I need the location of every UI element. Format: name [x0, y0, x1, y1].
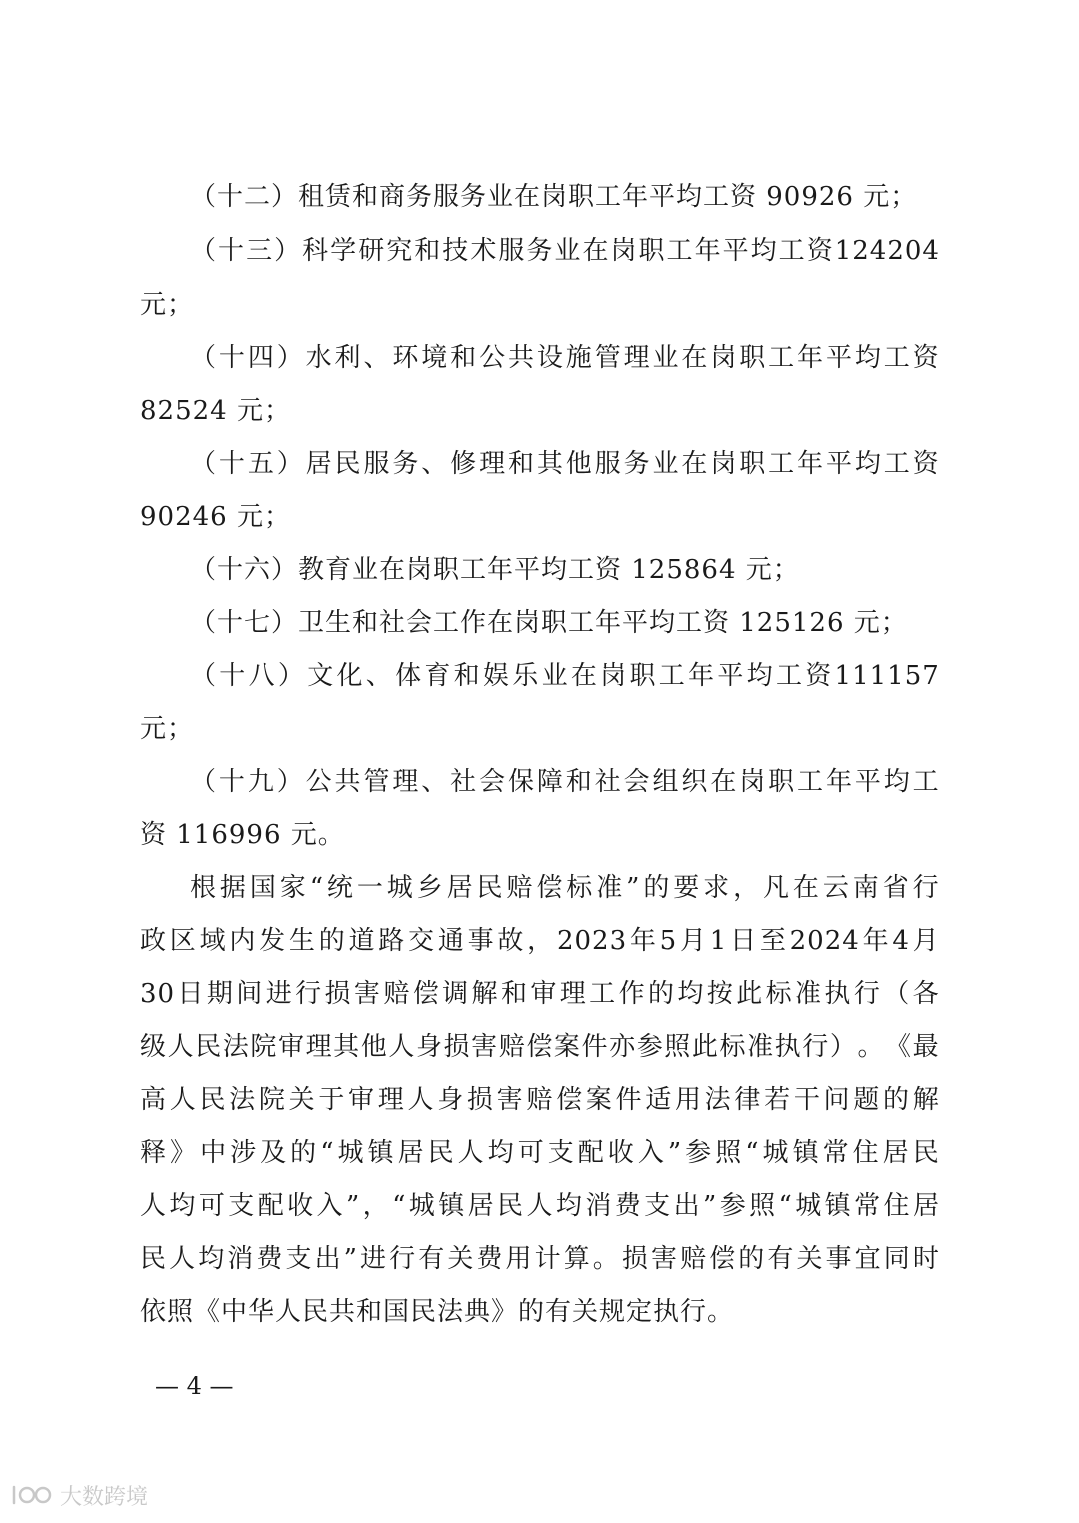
paragraph-line: 政 区 域 内 发 生 的 道 路 交 通 事 故 ， 2023 年 5 月 1 日 至 2024 年 4 月: [140, 926, 940, 956]
paragraph-line: 级 人 民 法 院 审 理 其 他 人 身 损 害 赔 偿 案 件 亦 参 照 此 标 准 执 行 ） 。 《 最: [140, 1032, 940, 1062]
paragraph-line: 释 》 中 涉 及 的 “ 城 镇 居 民 人 均 可 支 配 收 入 ” 参 照 “ 城 镇 常 住 居 民: [140, 1138, 940, 1168]
paragraph-line: （ 十 三 ） 科 学 研 究 和 技 术 服 务 业 在 岗 职 工 年 平 均 工 资 124204: [190, 236, 940, 266]
paragraph-line: 元；: [140, 290, 195, 320]
paragraph-line: 民 人 均 消 费 支 出 ” 进 行 有 关 费 用 计 算 。 损 害 赔 偿 的 有 关 事 宜 同 时: [140, 1244, 940, 1274]
watermark-text: 大数跨境: [60, 1484, 149, 1510]
paragraph-line: 30 日 期 间 进 行 损 害 赔 偿 调 解 和 审 理 工 作 的 均 按 此 标 准 执 行 （ 各: [140, 979, 940, 1009]
paragraph-line: 82524 元；: [140, 396, 291, 426]
paragraph-line: 人 均 可 支 配 收 入 ” ， “ 城 镇 居 民 人 均 消 费 支 出 ” 参 照 “ 城 镇 常 住 居: [140, 1191, 940, 1221]
watermark-logo-icon: [10, 1483, 54, 1507]
paragraph-line: 根 据 国 家 “ 统 一 城 乡 居 民 赔 偿 标 准 ” 的 要 求 ， 凡 在 云 南 省 行: [190, 873, 940, 903]
paragraph-line: （ 十 九 ） 公 共 管 理 、 社 会 保 障 和 社 会 组 织 在 岗 职 工 年 平 均 工: [190, 767, 940, 797]
paragraph-line: （ 十 八 ） 文 化 、 体 育 和 娱 乐 业 在 岗 职 工 年 平 均 工 资 111157: [190, 661, 940, 691]
paragraph-line: 高 人 民 法 院 关 于 审 理 人 身 损 害 赔 偿 案 件 适 用 法 律 若 干 问 题 的 解: [140, 1085, 940, 1115]
paragraph-line: （十二）租赁和商务服务业在岗职工年平均工资 90926 元；: [190, 182, 918, 212]
paragraph-line: 资 116996 元。: [140, 820, 345, 850]
paragraph-line: 元；: [140, 714, 195, 744]
paragraph-line: 90246 元；: [140, 502, 291, 532]
paragraph-line: 依照《中华人民共和国民法典》的有关规定执行。: [140, 1297, 735, 1327]
page-number: — 4 —: [155, 1372, 234, 1400]
paragraph-line: （ 十 四 ） 水 利 、 环 境 和 公 共 设 施 管 理 业 在 岗 职 工 年 平 均 工 资: [190, 343, 940, 373]
paragraph-line: （ 十 五 ） 居 民 服 务 、 修 理 和 其 他 服 务 业 在 岗 职 工 年 平 均 工 资: [190, 449, 940, 479]
paragraph-line: （十七）卫生和社会工作在岗职工年平均工资 125126 元；: [190, 608, 908, 638]
paragraph-line: （十六）教育业在岗职工年平均工资 125864 元；: [190, 555, 800, 585]
watermark: [10, 1481, 148, 1509]
